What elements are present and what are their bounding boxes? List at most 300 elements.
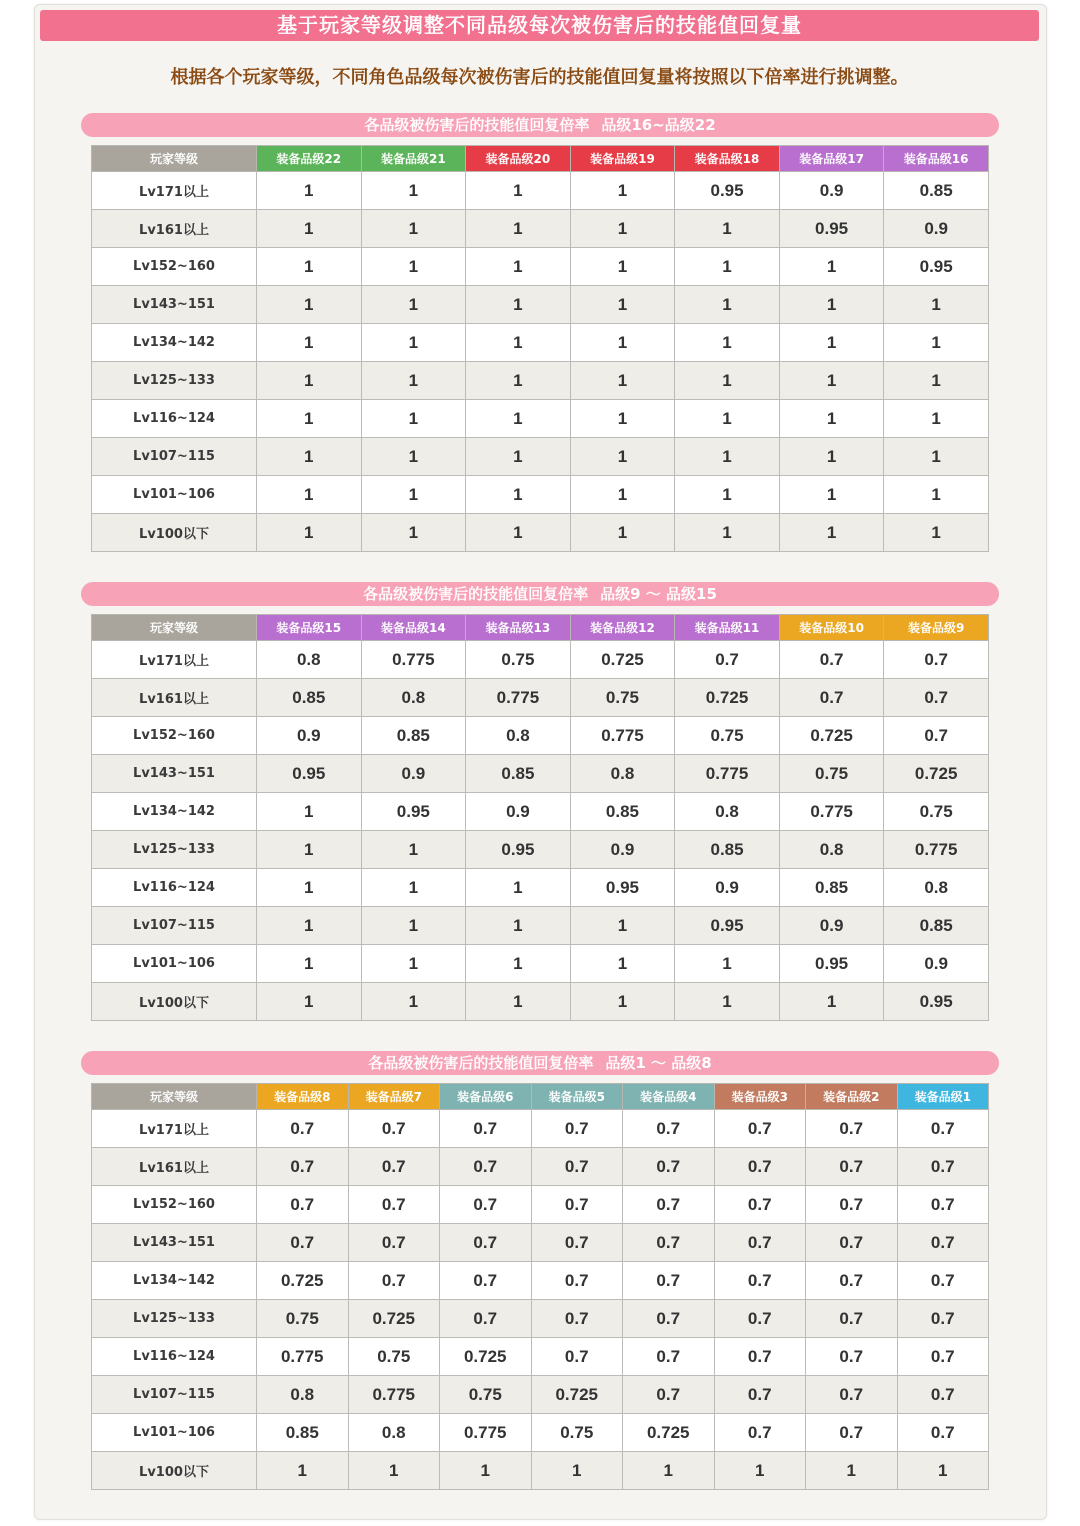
column-header-grade: 装备品级14 [361,615,466,641]
multiplier-cell: 1 [466,172,571,210]
multiplier-cell: 0.7 [897,1376,989,1414]
multiplier-cell: 0.7 [348,1110,440,1148]
column-header-grade: 装备品级8 [257,1084,349,1110]
multiplier-cell: 1 [779,248,884,286]
table-row [92,172,989,210]
player-level-cell: Lv161以上 [92,1148,257,1186]
multiplier-cell: 1 [361,324,466,362]
table-row [92,476,989,514]
table-row [92,869,989,907]
multiplier-cell: 0.75 [779,755,884,793]
multiplier-cell: 1 [361,286,466,324]
multiplier-cell: 1 [570,514,675,552]
multiplier-cell: 0.7 [440,1110,532,1148]
multiplier-cell: 0.775 [466,679,571,717]
multiplier-cell: 0.775 [779,793,884,831]
multiplier-cell: 0.7 [257,1110,349,1148]
table-row [92,1300,989,1338]
multiplier-cell: 0.7 [714,1338,806,1376]
multiplier-cell: 1 [361,831,466,869]
player-level-cell: Lv101~106 [92,476,257,514]
multiplier-cell: 0.7 [806,1224,898,1262]
table-row [92,1376,989,1414]
multiplier-cell: 1 [884,476,989,514]
multiplier-cell: 0.775 [361,641,466,679]
multiplier-cell: 0.7 [806,1414,898,1452]
table-row [92,907,989,945]
multiplier-cell: 1 [675,324,780,362]
multiplier-cell: 0.95 [779,945,884,983]
multiplier-cell: 0.95 [884,248,989,286]
table-row [92,248,989,286]
multiplier-cell: 0.7 [531,1262,623,1300]
multiplier-cell: 1 [257,286,362,324]
multiplier-cell: 0.775 [884,831,989,869]
player-level-cell: Lv125~133 [92,362,257,400]
multiplier-cell: 1 [623,1452,715,1490]
multiplier-cell: 1 [570,362,675,400]
section-title-grade1-8 [81,1051,999,1075]
multiplier-cell: 0.7 [897,1338,989,1376]
multiplier-cell: 0.725 [675,679,780,717]
multiplier-table-grade9-15 [91,614,989,1021]
multiplier-cell: 1 [570,945,675,983]
multiplier-cell: 0.7 [806,1186,898,1224]
multiplier-cell: 0.725 [348,1300,440,1338]
player-level-cell: Lv125~133 [92,1300,257,1338]
multiplier-cell: 1 [531,1452,623,1490]
player-level-cell: Lv152~160 [92,248,257,286]
multiplier-cell: 0.7 [348,1148,440,1186]
multiplier-cell: 0.7 [714,1376,806,1414]
multiplier-cell: 0.7 [531,1338,623,1376]
multiplier-cell: 1 [779,324,884,362]
multiplier-cell: 0.725 [623,1414,715,1452]
table-row [92,286,989,324]
multiplier-cell: 1 [361,438,466,476]
player-level-cell: Lv161以上 [92,210,257,248]
multiplier-cell: 0.85 [884,907,989,945]
multiplier-cell: 0.725 [570,641,675,679]
multiplier-cell: 1 [570,172,675,210]
multiplier-cell: 1 [257,172,362,210]
column-header-grade: 装备品级1 [897,1084,989,1110]
multiplier-cell: 0.95 [361,793,466,831]
player-level-cell: Lv134~142 [92,324,257,362]
player-level-cell: Lv161以上 [92,679,257,717]
multiplier-cell: 1 [570,476,675,514]
multiplier-cell: 0.7 [897,1300,989,1338]
multiplier-cell: 0.7 [623,1148,715,1186]
multiplier-cell: 0.7 [531,1224,623,1262]
multiplier-cell: 0.85 [675,831,780,869]
multiplier-cell: 1 [675,514,780,552]
section-title-range: 品级9 ～ 品级15 [600,585,717,603]
multiplier-cell: 0.95 [570,869,675,907]
table-row [92,362,989,400]
multiplier-cell: 0.75 [570,679,675,717]
multiplier-table-grade1-8 [91,1083,989,1490]
multiplier-cell: 0.7 [806,1300,898,1338]
multiplier-cell: 1 [257,514,362,552]
multiplier-cell: 1 [675,210,780,248]
multiplier-cell: 0.7 [531,1148,623,1186]
multiplier-cell: 0.8 [466,717,571,755]
multiplier-cell: 0.75 [348,1338,440,1376]
multiplier-cell: 0.7 [714,1148,806,1186]
multiplier-cell: 1 [897,1452,989,1490]
multiplier-cell: 0.8 [348,1414,440,1452]
multiplier-cell: 1 [361,172,466,210]
multiplier-cell: 0.7 [257,1148,349,1186]
multiplier-cell: 0.85 [257,1414,349,1452]
multiplier-cell: 1 [361,983,466,1021]
multiplier-cell: 1 [884,514,989,552]
player-level-cell: Lv116~124 [92,1338,257,1376]
multiplier-cell: 1 [361,210,466,248]
multiplier-cell: 0.7 [257,1224,349,1262]
multiplier-cell: 0.9 [779,172,884,210]
section-title-main: 各品级被伤害后的技能值回复倍率 [363,585,589,603]
multiplier-cell: 0.7 [623,1110,715,1148]
multiplier-cell: 0.725 [531,1376,623,1414]
player-level-cell: Lv116~124 [92,869,257,907]
player-level-cell: Lv101~106 [92,1414,257,1452]
multiplier-cell: 0.75 [466,641,571,679]
table-row [92,717,989,755]
multiplier-cell: 1 [570,438,675,476]
column-header-grade: 装备品级2 [806,1084,898,1110]
multiplier-cell: 1 [884,400,989,438]
table-row [92,945,989,983]
multiplier-cell: 1 [779,983,884,1021]
multiplier-cell: 0.95 [779,210,884,248]
multiplier-cell: 1 [570,286,675,324]
multiplier-cell: 1 [257,400,362,438]
multiplier-cell: 0.7 [714,1262,806,1300]
multiplier-cell: 0.9 [361,755,466,793]
multiplier-cell: 1 [466,324,571,362]
multiplier-cell: 1 [675,286,780,324]
multiplier-cell: 0.7 [440,1224,532,1262]
multiplier-cell: 1 [466,400,571,438]
multiplier-cell: 0.7 [531,1186,623,1224]
multiplier-cell: 0.7 [779,679,884,717]
multiplier-cell: 0.7 [623,1300,715,1338]
multiplier-cell: 0.775 [570,717,675,755]
multiplier-cell: 0.85 [466,755,571,793]
multiplier-cell: 1 [675,248,780,286]
multiplier-cell: 0.75 [440,1376,532,1414]
multiplier-cell: 1 [257,983,362,1021]
player-level-cell: Lv143~151 [92,755,257,793]
multiplier-cell: 0.7 [806,1376,898,1414]
page-subtitle: 根据各个玩家等级，不同角色品级每次被伤害后的技能值回复量将按照以下倍率进行挑调整。 [170,67,909,88]
column-header-grade: 装备品级22 [257,146,362,172]
multiplier-cell: 1 [779,400,884,438]
section-title-grade9-15 [81,582,999,606]
multiplier-cell: 0.9 [466,793,571,831]
multiplier-cell: 0.8 [361,679,466,717]
column-header-grade: 装备品级13 [466,615,571,641]
player-level-cell: Lv125~133 [92,831,257,869]
player-level-cell: Lv101~106 [92,945,257,983]
player-level-cell: Lv100以下 [92,983,257,1021]
multiplier-cell: 0.7 [884,717,989,755]
multiplier-cell: 1 [466,476,571,514]
multiplier-cell: 0.9 [675,869,780,907]
multiplier-cell: 1 [466,438,571,476]
multiplier-cell: 1 [884,362,989,400]
multiplier-cell: 1 [466,983,571,1021]
multiplier-cell: 0.9 [570,831,675,869]
multiplier-cell: 1 [570,210,675,248]
multiplier-cell: 0.9 [257,717,362,755]
column-header-player-level: 玩家等级 [92,615,257,641]
table-row [92,983,989,1021]
multiplier-cell: 1 [361,362,466,400]
column-header-grade: 装备品级15 [257,615,362,641]
multiplier-cell: 1 [257,476,362,514]
multiplier-cell: 1 [466,286,571,324]
multiplier-cell: 1 [570,248,675,286]
column-header-grade: 装备品级11 [675,615,780,641]
multiplier-cell: 1 [570,983,675,1021]
multiplier-cell: 1 [466,869,571,907]
table-row [92,1414,989,1452]
multiplier-cell: 0.7 [806,1338,898,1376]
multiplier-cell: 0.7 [623,1338,715,1376]
multiplier-cell: 1 [779,438,884,476]
multiplier-cell: 1 [466,210,571,248]
multiplier-cell: 0.7 [675,641,780,679]
multiplier-cell: 0.7 [623,1262,715,1300]
multiplier-cell: 0.7 [348,1224,440,1262]
player-level-cell: Lv100以下 [92,1452,257,1490]
multiplier-cell: 0.7 [897,1224,989,1262]
multiplier-cell: 1 [884,324,989,362]
multiplier-cell: 1 [257,831,362,869]
multiplier-cell: 0.7 [623,1376,715,1414]
multiplier-cell: 1 [361,514,466,552]
multiplier-cell: 0.75 [531,1414,623,1452]
column-header-player-level: 玩家等级 [92,146,257,172]
table-row [92,641,989,679]
multiplier-cell: 0.7 [440,1300,532,1338]
multiplier-cell: 1 [675,400,780,438]
multiplier-cell: 1 [361,907,466,945]
multiplier-cell: 0.95 [257,755,362,793]
table-row [92,1262,989,1300]
player-level-cell: Lv143~151 [92,286,257,324]
multiplier-cell: 1 [779,362,884,400]
section-title-main: 各品级被伤害后的技能值回复倍率 [368,1054,594,1072]
column-header-grade: 装备品级21 [361,146,466,172]
multiplier-cell: 0.95 [675,907,780,945]
multiplier-cell: 1 [570,400,675,438]
multiplier-cell: 1 [466,945,571,983]
multiplier-cell: 1 [361,400,466,438]
player-level-cell: Lv100以下 [92,514,257,552]
section-title-grade16-22 [81,113,999,137]
multiplier-cell: 0.75 [257,1300,349,1338]
multiplier-cell: 0.7 [714,1300,806,1338]
table-row [92,210,989,248]
column-header-grade: 装备品级5 [531,1084,623,1110]
multiplier-cell: 0.7 [531,1110,623,1148]
multiplier-cell: 0.7 [897,1148,989,1186]
table-row [92,793,989,831]
multiplier-cell: 1 [884,286,989,324]
section-title-range: 品级16~品级22 [601,116,716,134]
player-level-cell: Lv143~151 [92,1224,257,1262]
multiplier-cell: 0.7 [806,1148,898,1186]
multiplier-cell: 1 [675,438,780,476]
multiplier-table-grade16-22 [91,145,989,552]
column-header-grade: 装备品级3 [714,1084,806,1110]
multiplier-cell: 1 [570,907,675,945]
column-header-grade: 装备品级6 [440,1084,532,1110]
multiplier-cell: 1 [884,438,989,476]
multiplier-cell: 0.8 [884,869,989,907]
multiplier-cell: 1 [348,1452,440,1490]
multiplier-cell: 1 [675,476,780,514]
multiplier-cell: 0.7 [440,1186,532,1224]
multiplier-cell: 0.725 [884,755,989,793]
column-header-grade: 装备品级9 [884,615,989,641]
multiplier-cell: 0.9 [779,907,884,945]
player-level-cell: Lv152~160 [92,1186,257,1224]
column-header-grade: 装备品级4 [623,1084,715,1110]
table-row [92,438,989,476]
multiplier-cell: 0.95 [466,831,571,869]
table-row [92,831,989,869]
multiplier-cell: 0.775 [440,1414,532,1452]
multiplier-cell: 1 [257,210,362,248]
multiplier-cell: 0.95 [884,983,989,1021]
multiplier-cell: 0.7 [623,1224,715,1262]
multiplier-cell: 0.75 [675,717,780,755]
multiplier-cell: 1 [675,983,780,1021]
multiplier-cell: 0.7 [257,1186,349,1224]
table-row [92,755,989,793]
column-header-grade: 装备品级16 [884,146,989,172]
table-row [92,324,989,362]
player-level-cell: Lv107~115 [92,438,257,476]
multiplier-cell: 0.7 [884,641,989,679]
table-row [92,400,989,438]
multiplier-cell: 0.7 [884,679,989,717]
multiplier-cell: 0.7 [440,1148,532,1186]
multiplier-cell: 1 [675,945,780,983]
multiplier-cell: 1 [714,1452,806,1490]
multiplier-cell: 1 [570,324,675,362]
multiplier-cell: 0.8 [257,641,362,679]
table-row [92,1148,989,1186]
multiplier-cell: 1 [675,362,780,400]
player-level-cell: Lv171以上 [92,172,257,210]
multiplier-cell: 1 [257,362,362,400]
multiplier-cell: 1 [779,514,884,552]
multiplier-cell: 0.7 [348,1186,440,1224]
multiplier-cell: 0.7 [897,1186,989,1224]
column-header-grade: 装备品级7 [348,1084,440,1110]
player-level-cell: Lv107~115 [92,907,257,945]
multiplier-cell: 0.725 [440,1338,532,1376]
multiplier-cell: 0.8 [257,1376,349,1414]
multiplier-cell: 1 [806,1452,898,1490]
table-header-row [92,1084,989,1110]
page-title: 基于玩家等级调整不同品级每次被伤害后的技能值回复量 [40,10,1039,41]
multiplier-cell: 1 [257,945,362,983]
multiplier-cell: 0.9 [884,945,989,983]
multiplier-cell: 0.7 [531,1300,623,1338]
multiplier-cell: 1 [466,362,571,400]
multiplier-cell: 0.95 [675,172,780,210]
section-title-main: 各品级被伤害后的技能值回复倍率 [364,116,590,134]
multiplier-cell: 1 [257,1452,349,1490]
multiplier-cell: 0.725 [779,717,884,755]
multiplier-cell: 1 [257,793,362,831]
table-header-row [92,146,989,172]
player-level-cell: Lv152~160 [92,717,257,755]
multiplier-cell: 0.8 [779,831,884,869]
column-header-grade: 装备品级18 [675,146,780,172]
multiplier-cell: 1 [361,869,466,907]
multiplier-cell: 0.725 [257,1262,349,1300]
multiplier-cell: 0.85 [779,869,884,907]
multiplier-cell: 0.85 [257,679,362,717]
multiplier-cell: 0.9 [884,210,989,248]
multiplier-cell: 0.7 [806,1110,898,1148]
player-level-cell: Lv171以上 [92,1110,257,1148]
player-level-cell: Lv134~142 [92,1262,257,1300]
table-row [92,1338,989,1376]
player-level-cell: Lv171以上 [92,641,257,679]
multiplier-cell: 0.7 [714,1224,806,1262]
multiplier-cell: 0.7 [897,1414,989,1452]
multiplier-cell: 0.85 [361,717,466,755]
player-level-cell: Lv107~115 [92,1376,257,1414]
multiplier-cell: 0.7 [440,1262,532,1300]
multiplier-cell: 1 [779,286,884,324]
table-header-row [92,615,989,641]
multiplier-cell: 1 [779,476,884,514]
multiplier-cell: 0.8 [675,793,780,831]
multiplier-cell: 0.8 [570,755,675,793]
multiplier-cell: 0.85 [570,793,675,831]
multiplier-cell: 1 [361,945,466,983]
multiplier-cell: 1 [257,438,362,476]
column-header-grade: 装备品级20 [466,146,571,172]
player-level-cell: Lv134~142 [92,793,257,831]
section-title-range: 品级1 ～ 品级8 [605,1054,712,1072]
multiplier-cell: 0.7 [714,1110,806,1148]
multiplier-cell: 0.775 [675,755,780,793]
multiplier-cell: 1 [466,907,571,945]
multiplier-cell: 0.7 [897,1110,989,1148]
table-row [92,1452,989,1490]
multiplier-cell: 0.7 [779,641,884,679]
multiplier-cell: 0.7 [714,1186,806,1224]
table-row [92,1224,989,1262]
column-header-grade: 装备品级12 [570,615,675,641]
multiplier-cell: 0.7 [897,1262,989,1300]
multiplier-cell: 0.775 [257,1338,349,1376]
multiplier-cell: 1 [466,514,571,552]
multiplier-cell: 0.7 [806,1262,898,1300]
column-header-grade: 装备品级10 [779,615,884,641]
